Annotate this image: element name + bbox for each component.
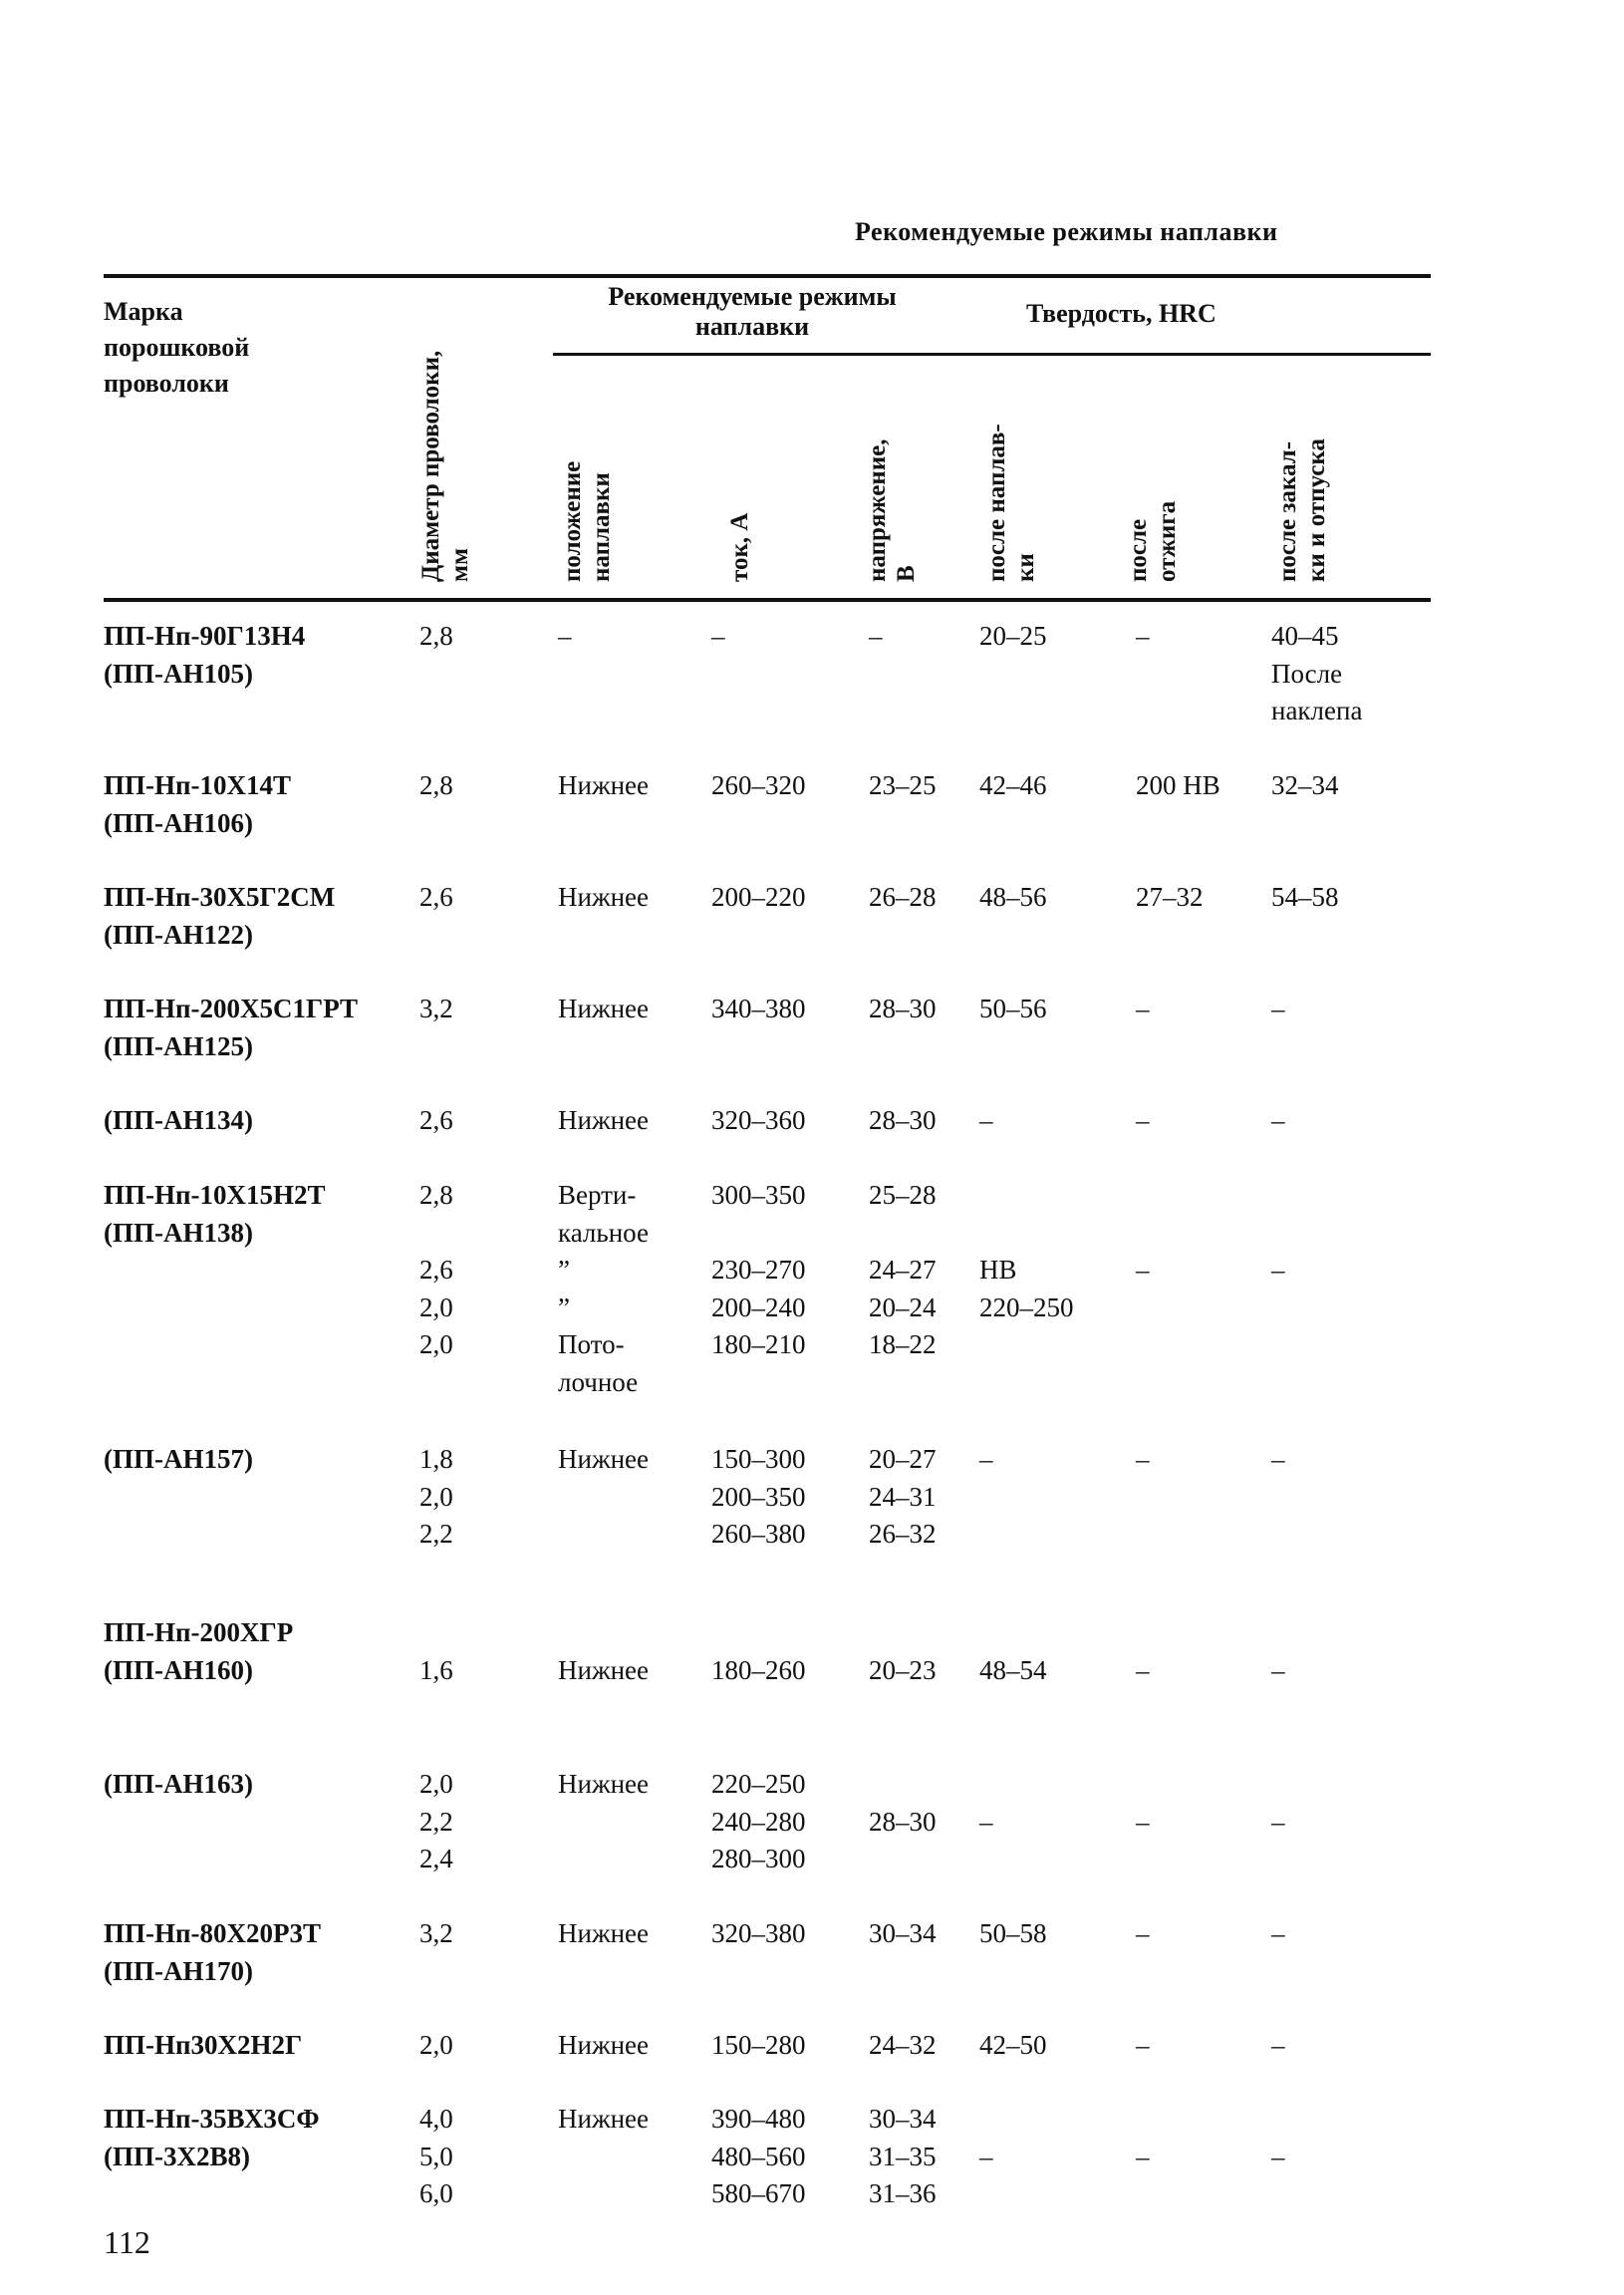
- cell-current: 150–300 200–350 260–380: [711, 1444, 806, 1549]
- cell-current: 260–320: [711, 770, 806, 800]
- cell-current: –: [711, 621, 725, 651]
- cell-hardness-after: 48–54: [979, 1654, 1047, 1685]
- cell-brand: ПП-Нп-80Х20Р3Т (ПП-АН170): [104, 1918, 322, 1986]
- page-caption: Рекомендуемые режимы наплавки: [855, 217, 1278, 246]
- cell-hardness-temper: –: [1271, 1105, 1285, 1135]
- cell-brand: (ПП-АН157): [104, 1444, 253, 1474]
- cell-hardness-temper: –: [1271, 2141, 1285, 2171]
- cell-diameter: 2,0: [419, 2030, 453, 2060]
- cell-brand: ПП-Нп-10Х15Н2Т (ПП-АН138): [104, 1180, 326, 1248]
- cell-diameter: 1,6: [419, 1654, 453, 1685]
- cell-position: Нижнее: [558, 882, 650, 912]
- cell-hardness-anneal: –: [1136, 1918, 1150, 1948]
- cell-hardness-anneal: –: [1136, 2030, 1150, 2060]
- cell-hardness-anneal: –: [1136, 1255, 1150, 1285]
- cell-voltage: 28–30: [869, 994, 937, 1023]
- table-group-rule: [553, 353, 1431, 356]
- cell-hardness-temper: –: [1271, 2030, 1285, 2060]
- header-modes-group: Рекомендуемые режимы наплавки: [608, 282, 897, 341]
- cell-hardness-after: –: [979, 2141, 993, 2171]
- cell-hardness-after: 20–25: [979, 621, 1047, 651]
- cell-hardness-after: –: [979, 1105, 993, 1135]
- cell-hardness-temper: –: [1271, 1444, 1285, 1474]
- cell-hardness-anneal: 27–32: [1136, 882, 1204, 912]
- cell-voltage: 20–27 24–31 26–32: [869, 1444, 937, 1549]
- cell-diameter: 4,0 5,0 6,0: [419, 2104, 453, 2208]
- cell-hardness-anneal: –: [1136, 1806, 1150, 1837]
- cell-hardness-after: 50–58: [979, 1918, 1047, 1948]
- cell-brand: ПП-Нп-90Г13Н4 (ПП-АН105): [104, 621, 306, 689]
- cell-position: Нижнее: [558, 770, 650, 800]
- cell-position: Нижнее: [558, 2104, 650, 2134]
- header-current: ток, А: [726, 512, 753, 582]
- cell-voltage: 30–34: [869, 1918, 937, 1948]
- cell-diameter: 3,2: [419, 994, 453, 1023]
- cell-hardness-temper: 54–58: [1271, 882, 1339, 912]
- cell-hardness-anneal: –: [1136, 2141, 1150, 2171]
- cell-current: 320–380: [711, 1918, 806, 1948]
- cell-hardness-anneal: –: [1136, 1654, 1150, 1685]
- cell-brand: ПП-Нп-35ВХ3СФ (ПП-3Х2В8): [104, 2104, 320, 2171]
- cell-voltage: 20–23: [869, 1654, 937, 1685]
- header-hardness-group: Твердость, HRC: [1026, 299, 1217, 328]
- cell-voltage: –: [869, 621, 883, 651]
- cell-voltage: 28–30: [869, 1105, 937, 1135]
- cell-current: 150–280: [711, 2030, 806, 2060]
- cell-current: 340–380: [711, 994, 806, 1023]
- cell-current: 200–220: [711, 882, 806, 912]
- cell-hardness-after: 42–46: [979, 770, 1047, 800]
- cell-position: Нижнее: [558, 2030, 650, 2060]
- cell-position: –: [558, 621, 572, 651]
- cell-position: Нижнее: [558, 1105, 650, 1135]
- cell-current: 300–350 230–270 200–240 180–210: [711, 1180, 806, 1359]
- header-diameter: Диаметр проволоки, мм: [417, 350, 473, 582]
- cell-brand: ПП-Нп30Х2Н2Г: [104, 2030, 303, 2060]
- header-voltage: напряжение, В: [864, 438, 920, 582]
- header-after-hardening: после закал- ки и отпуска: [1274, 438, 1330, 582]
- cell-hardness-after: 48–56: [979, 882, 1047, 912]
- cell-position: Нижнее: [558, 1444, 650, 1474]
- cell-brand: (ПП-АН163): [104, 1769, 253, 1799]
- cell-voltage: 30–34 31–35 31–36: [869, 2104, 937, 2208]
- cell-position: Верти- кальное ” ” Пото- лочное: [558, 1180, 649, 1397]
- cell-brand: ПП-Нп-30Х5Г2СМ (ПП-АН122): [104, 882, 336, 950]
- cell-voltage: 28–30: [869, 1806, 937, 1837]
- cell-hardness-temper: –: [1271, 994, 1285, 1023]
- cell-hardness-temper: –: [1271, 1806, 1285, 1837]
- cell-current: 180–260: [711, 1654, 806, 1685]
- cell-diameter: 3,2: [419, 1918, 453, 1948]
- cell-voltage: 23–25: [869, 770, 937, 800]
- cell-diameter: 2,0 2,2 2,4: [419, 1769, 453, 1873]
- cell-hardness-after: –: [979, 1444, 993, 1474]
- cell-voltage: 25–28 24–27 20–24 18–22: [869, 1180, 937, 1359]
- cell-position: Нижнее: [558, 994, 650, 1023]
- cell-hardness-anneal: 200 НВ: [1136, 770, 1220, 800]
- cell-hardness-temper: 40–45 После наклепа: [1271, 621, 1363, 725]
- cell-voltage: 26–28: [869, 882, 937, 912]
- cell-current: 220–250 240–280 280–300: [711, 1769, 806, 1873]
- cell-hardness-anneal: –: [1136, 621, 1150, 651]
- cell-hardness-temper: 32–34: [1271, 770, 1339, 800]
- cell-diameter: 2,8 2,6 2,0 2,0: [419, 1180, 453, 1359]
- cell-hardness-anneal: –: [1136, 994, 1150, 1023]
- cell-hardness-anneal: –: [1136, 1444, 1150, 1474]
- cell-hardness-after: –: [979, 1806, 993, 1837]
- cell-diameter: 2,6: [419, 1105, 453, 1135]
- table-top-rule: [104, 274, 1431, 278]
- cell-diameter: 2,6: [419, 882, 453, 912]
- cell-diameter: 1,8 2,0 2,2: [419, 1444, 453, 1549]
- cell-current: 390–480 480–560 580–670: [711, 2104, 806, 2208]
- cell-brand: ПП-Нп-200Х5С1ГРТ (ПП-АН125): [104, 994, 359, 1061]
- cell-hardness-temper: –: [1271, 1654, 1285, 1685]
- cell-hardness-after: 42–50: [979, 2030, 1047, 2060]
- cell-hardness-after: 50–56: [979, 994, 1047, 1023]
- cell-brand: ПП-Нп-10Х14Т (ПП-АН106): [104, 770, 292, 838]
- cell-hardness-temper: –: [1271, 1255, 1285, 1285]
- cell-diameter: 2,8: [419, 621, 453, 651]
- cell-brand: ПП-Нп-200ХГР (ПП-АН160): [104, 1617, 294, 1685]
- cell-position: Нижнее: [558, 1769, 650, 1799]
- header-after-surfacing: после наплав- ки: [983, 424, 1039, 582]
- cell-position: Нижнее: [558, 1918, 650, 1948]
- header-after-annealing: после отжига: [1125, 500, 1181, 582]
- cell-position: Нижнее: [558, 1654, 650, 1685]
- cell-hardness-after: НВ 220–250: [979, 1255, 1074, 1322]
- header-position: положение наплавки: [559, 460, 615, 582]
- cell-diameter: 2,8: [419, 770, 453, 800]
- table-header-rule: [104, 598, 1431, 602]
- cell-current: 320–360: [711, 1105, 806, 1135]
- cell-voltage: 24–32: [869, 2030, 937, 2060]
- header-brand: Марка порошковой проволоки: [104, 297, 250, 398]
- cell-hardness-anneal: –: [1136, 1105, 1150, 1135]
- cell-hardness-temper: –: [1271, 1918, 1285, 1948]
- cell-brand: (ПП-АН134): [104, 1105, 253, 1135]
- page-number: 112: [104, 2224, 150, 2260]
